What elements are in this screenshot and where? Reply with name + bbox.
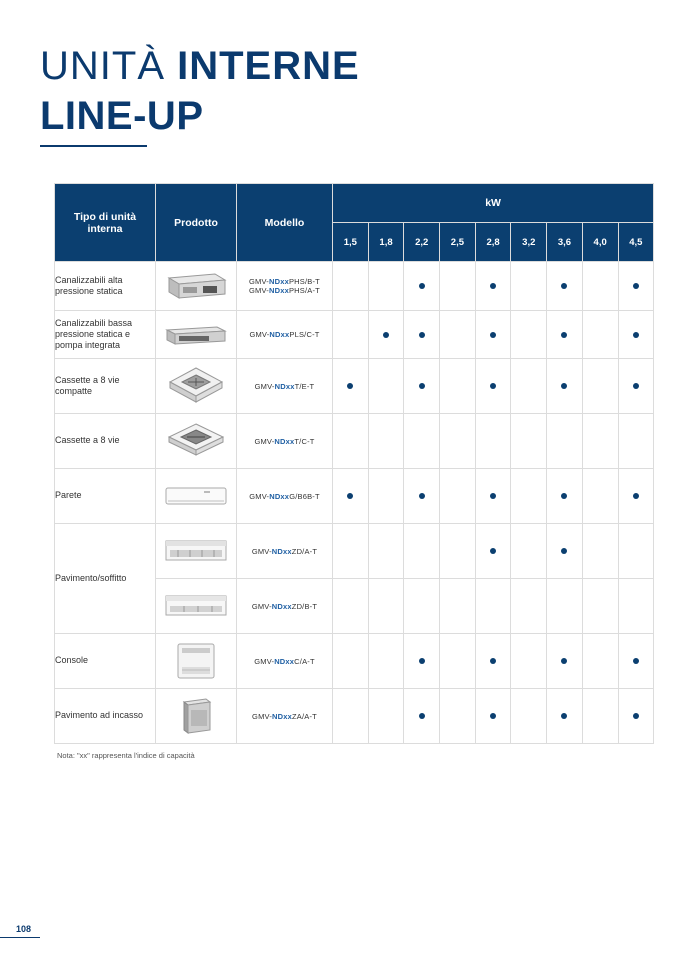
- model-code-capacity-placeholder: NDxx: [268, 286, 289, 295]
- availability-cell: [333, 414, 369, 469]
- product-unit-icon: [156, 322, 236, 348]
- model-code-part: T/E-T: [294, 381, 315, 391]
- availability-cell: [547, 262, 583, 311]
- unit-type-cell: Pavimento/soffitto: [55, 524, 156, 634]
- model-code: [237, 382, 332, 391]
- model-code-part: GMV-: [249, 491, 270, 501]
- availability-cell: [333, 359, 369, 414]
- availability-cell: [404, 524, 440, 579]
- table-row: [55, 689, 654, 744]
- model-code-part: GMV-: [252, 711, 273, 721]
- availability-cell: [404, 469, 440, 524]
- availability-cell: [475, 359, 511, 414]
- availability-cell: [475, 311, 511, 359]
- model-code-part: ZD/A-T: [291, 546, 318, 556]
- available-dot-icon: [419, 283, 425, 289]
- availability-cell: [404, 311, 440, 359]
- header-capacity-7: 4,0: [582, 223, 618, 262]
- availability-cell: [582, 262, 618, 311]
- model-code-part: GMV-: [249, 277, 269, 286]
- model-code-part: ZD/B-T: [291, 601, 318, 611]
- availability-cell: [582, 311, 618, 359]
- header-kw: kW: [333, 184, 654, 223]
- availability-cell: [333, 579, 369, 634]
- available-dot-icon: [561, 493, 567, 499]
- availability-cell: [333, 689, 369, 744]
- header-capacity-1: 1,8: [368, 223, 404, 262]
- table-row: [55, 414, 654, 469]
- header-capacity-6: 3,6: [547, 223, 583, 262]
- model-code-capacity-placeholder: NDxx: [274, 436, 295, 446]
- available-dot-icon: [419, 658, 425, 664]
- availability-cell: [404, 634, 440, 689]
- model-code-capacity-placeholder: NDxx: [268, 277, 289, 286]
- availability-cell: [333, 634, 369, 689]
- availability-cell: [618, 311, 654, 359]
- product-unit-icon: [156, 364, 236, 408]
- available-dot-icon: [561, 283, 567, 289]
- availability-cell: [618, 689, 654, 744]
- availability-cell: [511, 524, 547, 579]
- available-dot-icon: [633, 283, 639, 289]
- available-dot-icon: [633, 383, 639, 389]
- unit-type-cell: Cassette a 8 vie compatte: [55, 359, 156, 414]
- table-row: [55, 262, 654, 311]
- availability-cell: [475, 634, 511, 689]
- product-unit-icon: [156, 593, 236, 619]
- model-code: [237, 492, 332, 501]
- availability-cell: [582, 414, 618, 469]
- availability-cell: [368, 634, 404, 689]
- availability-cell: [440, 359, 476, 414]
- model-code-part: GMV-: [249, 286, 269, 295]
- model-code: [237, 330, 332, 339]
- header-capacity-8: 4,5: [618, 223, 654, 262]
- model-code-part: PHS/B-T: [288, 277, 320, 286]
- model-code-capacity-placeholder: NDxx: [269, 330, 290, 339]
- model-code: [237, 602, 332, 611]
- page-title: [40, 46, 360, 86]
- product-image-cell: [156, 469, 237, 524]
- model-cell: [237, 579, 333, 634]
- availability-cell: [333, 311, 369, 359]
- title-light: UNITÀ: [40, 44, 165, 88]
- model-code-capacity-placeholder: NDxx: [272, 711, 292, 721]
- available-dot-icon: [561, 383, 567, 389]
- available-dot-icon: [419, 383, 425, 389]
- product-unit-icon: [156, 485, 236, 507]
- availability-cell: [440, 414, 476, 469]
- unit-type-cell: Cassette a 8 vie: [55, 414, 156, 469]
- availability-cell: [618, 524, 654, 579]
- product-image-cell: [156, 359, 237, 414]
- table-row: [55, 524, 654, 579]
- availability-cell: [368, 469, 404, 524]
- product-image-cell: [156, 579, 237, 634]
- availability-cell: [404, 359, 440, 414]
- availability-cell: [475, 262, 511, 311]
- available-dot-icon: [419, 493, 425, 499]
- model-cell: [237, 414, 333, 469]
- availability-cell: [618, 634, 654, 689]
- page-subtitle: LINE-UP: [40, 94, 204, 138]
- model-code-capacity-placeholder: NDxx: [271, 546, 292, 556]
- availability-cell: [440, 634, 476, 689]
- availability-cell: [440, 311, 476, 359]
- model-code-capacity-placeholder: NDxx: [274, 381, 295, 391]
- model-code-part: GMV-: [251, 601, 272, 611]
- model-cell: [237, 359, 333, 414]
- available-dot-icon: [561, 658, 567, 664]
- header-capacity-2: 2,2: [404, 223, 440, 262]
- availability-cell: [547, 524, 583, 579]
- available-dot-icon: [490, 332, 496, 338]
- product-unit-icon: [156, 270, 236, 302]
- product-unit-icon: [156, 421, 236, 461]
- header-prodotto: Prodotto: [156, 184, 237, 262]
- availability-cell: [547, 579, 583, 634]
- model-code-part: PHS/A-T: [288, 286, 320, 295]
- availability-cell: [582, 634, 618, 689]
- title-bold: INTERNE: [177, 44, 360, 88]
- table-row: [55, 634, 654, 689]
- availability-cell: [511, 634, 547, 689]
- availability-cell: [404, 262, 440, 311]
- available-dot-icon: [490, 283, 496, 289]
- product-image-cell: [156, 689, 237, 744]
- availability-cell: [404, 689, 440, 744]
- availability-cell: [511, 414, 547, 469]
- model-code: [237, 657, 332, 666]
- unit-type-cell: Parete: [55, 469, 156, 524]
- availability-cell: [475, 689, 511, 744]
- available-dot-icon: [633, 332, 639, 338]
- model-cell: [237, 524, 333, 579]
- available-dot-icon: [490, 548, 496, 554]
- availability-cell: [333, 469, 369, 524]
- availability-cell: [404, 579, 440, 634]
- header-capacity-4: 2,8: [475, 223, 511, 262]
- page-number: 108: [16, 924, 32, 934]
- availability-cell: [368, 414, 404, 469]
- available-dot-icon: [490, 383, 496, 389]
- availability-cell: [368, 262, 404, 311]
- page-number-rule: [0, 937, 40, 938]
- unit-type-cell: Console: [55, 634, 156, 689]
- available-dot-icon: [383, 332, 389, 338]
- header-capacity-3: 2,5: [440, 223, 476, 262]
- availability-cell: [547, 311, 583, 359]
- model-code: [237, 277, 332, 286]
- available-dot-icon: [347, 493, 353, 499]
- header-tipo: Tipo di unità interna: [55, 184, 156, 262]
- availability-cell: [547, 359, 583, 414]
- availability-cell: [547, 634, 583, 689]
- model-code: [237, 547, 332, 556]
- availability-cell: [582, 579, 618, 634]
- available-dot-icon: [633, 713, 639, 719]
- available-dot-icon: [347, 383, 353, 389]
- product-unit-icon: [156, 641, 236, 681]
- availability-cell: [582, 469, 618, 524]
- available-dot-icon: [561, 548, 567, 554]
- availability-cell: [368, 311, 404, 359]
- product-image-cell: [156, 262, 237, 311]
- availability-cell: [547, 414, 583, 469]
- available-dot-icon: [561, 332, 567, 338]
- availability-cell: [511, 469, 547, 524]
- model-code-capacity-placeholder: NDxx: [271, 601, 292, 611]
- model-code-part: GMV-: [251, 546, 272, 556]
- header-capacity-5: 3,2: [511, 223, 547, 262]
- unit-type-cell: Canalizzabili bassa pressione statica e pompa integrata: [55, 311, 156, 359]
- available-dot-icon: [633, 493, 639, 499]
- availability-cell: [368, 359, 404, 414]
- availability-cell: [511, 689, 547, 744]
- model-cell: [237, 689, 333, 744]
- model-code-part: G/B6B-T: [289, 491, 320, 501]
- table-row: [55, 469, 654, 524]
- product-image-cell: [156, 311, 237, 359]
- availability-cell: [618, 469, 654, 524]
- availability-cell: [440, 469, 476, 524]
- available-dot-icon: [490, 713, 496, 719]
- availability-cell: [511, 579, 547, 634]
- model-cell: [237, 262, 333, 311]
- availability-cell: [333, 262, 369, 311]
- model-code: [237, 286, 332, 295]
- product-image-cell: [156, 524, 237, 579]
- availability-cell: [333, 524, 369, 579]
- availability-cell: [511, 359, 547, 414]
- model-code-part: GMV-: [254, 656, 275, 666]
- model-cell: [237, 311, 333, 359]
- available-dot-icon: [633, 658, 639, 664]
- product-image-cell: [156, 634, 237, 689]
- availability-cell: [440, 579, 476, 634]
- available-dot-icon: [490, 493, 496, 499]
- availability-cell: [368, 524, 404, 579]
- availability-cell: [475, 469, 511, 524]
- table-row: [55, 359, 654, 414]
- capacity-note: Nota: "xx" rappresenta l'indice di capacità: [57, 751, 195, 760]
- available-dot-icon: [561, 713, 567, 719]
- title-underline: [40, 145, 147, 147]
- availability-cell: [547, 469, 583, 524]
- availability-cell: [582, 689, 618, 744]
- unit-type-cell: Pavimento ad incasso: [55, 689, 156, 744]
- availability-cell: [582, 359, 618, 414]
- model-code-part: PLS/C-T: [289, 330, 320, 339]
- availability-cell: [475, 414, 511, 469]
- model-code-part: GMV-: [254, 436, 275, 446]
- model-code-capacity-placeholder: NDxx: [269, 491, 290, 501]
- available-dot-icon: [490, 658, 496, 664]
- header-modello: Modello: [237, 184, 333, 262]
- model-code-part: GMV-: [254, 381, 275, 391]
- availability-cell: [618, 579, 654, 634]
- availability-cell: [440, 689, 476, 744]
- availability-cell: [404, 414, 440, 469]
- product-unit-icon: [156, 538, 236, 564]
- model-code-part: GMV-: [249, 330, 270, 339]
- availability-cell: [618, 359, 654, 414]
- availability-cell: [618, 414, 654, 469]
- model-code-capacity-placeholder: NDxx: [274, 656, 295, 666]
- available-dot-icon: [419, 332, 425, 338]
- product-image-cell: [156, 414, 237, 469]
- availability-cell: [618, 262, 654, 311]
- availability-cell: [511, 262, 547, 311]
- model-code: [237, 437, 332, 446]
- table-row: [55, 311, 654, 359]
- availability-cell: [368, 689, 404, 744]
- model-code-part: T/C-T: [294, 436, 315, 446]
- model-code: [237, 712, 332, 721]
- unit-type-cell: Canalizzabili alta pressione statica: [55, 262, 156, 311]
- availability-cell: [475, 579, 511, 634]
- model-cell: [237, 634, 333, 689]
- availability-cell: [547, 689, 583, 744]
- product-unit-icon: [156, 696, 236, 736]
- header-capacity-0: 1,5: [333, 223, 369, 262]
- model-code-part: ZA/A-T: [292, 711, 317, 721]
- model-code-part: C/A-T: [294, 656, 315, 666]
- availability-cell: [440, 524, 476, 579]
- availability-cell: [475, 524, 511, 579]
- availability-cell: [582, 524, 618, 579]
- available-dot-icon: [419, 713, 425, 719]
- availability-cell: [368, 579, 404, 634]
- availability-cell: [511, 311, 547, 359]
- model-cell: [237, 469, 333, 524]
- availability-cell: [440, 262, 476, 311]
- lineup-table: [54, 183, 654, 744]
